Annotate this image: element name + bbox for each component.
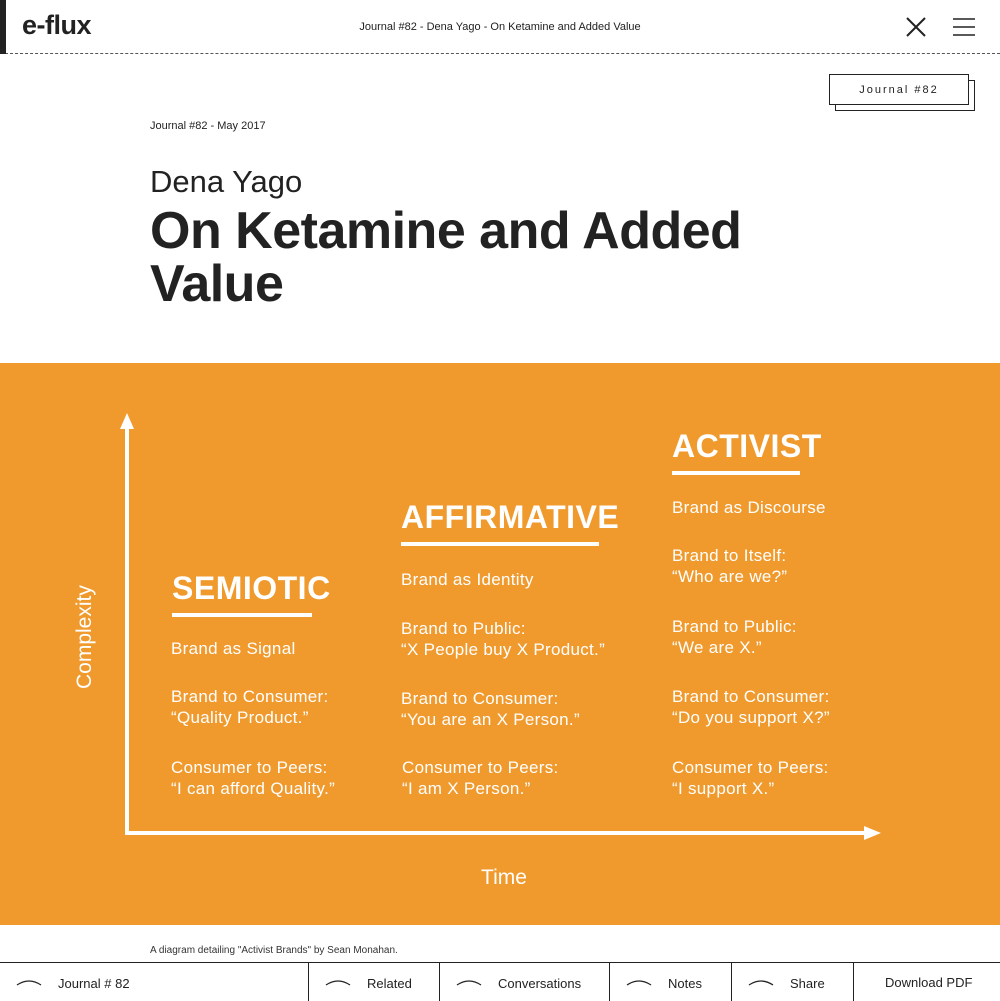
article-kicker: Journal #82 - May 2017: [150, 120, 266, 132]
semiotic-line: “Quality Product.”: [171, 708, 309, 727]
tab-journal-label: Journal # 82: [58, 976, 130, 991]
issue-badge[interactable]: [829, 74, 975, 111]
semiotic-line: “I can afford Quality.”: [171, 779, 336, 798]
eflux-logo[interactable]: e-flux: [22, 10, 92, 40]
chevron-up-icon: [456, 977, 482, 987]
tab-notes[interactable]: [610, 963, 732, 1001]
affirmative-line: Consumer to Peers:: [402, 758, 559, 777]
top-bar: [0, 0, 1000, 54]
semiotic-line: Brand as Signal: [171, 639, 296, 658]
activist-line: Brand to Consumer:: [672, 687, 830, 706]
tab-share[interactable]: [732, 963, 854, 1001]
activist-line: “We are X.”: [672, 638, 762, 657]
chevron-up-icon: [626, 977, 652, 987]
activist-line: Brand as Discourse: [672, 498, 826, 517]
article-author[interactable]: Dena Yago: [150, 164, 303, 199]
semiotic-line: Consumer to Peers:: [171, 758, 328, 777]
tab-journal[interactable]: [0, 963, 309, 1001]
affirmative-line: Brand as Identity: [401, 570, 534, 589]
semiotic-line: Brand to Consumer:: [171, 687, 329, 706]
affirmative-line: Brand to Public:: [401, 619, 526, 638]
x-axis-arrow: [125, 826, 881, 840]
x-axis-label: Time: [481, 866, 527, 889]
tab-conversations-label: Conversations: [498, 976, 582, 991]
tab-notes-label: Notes: [668, 976, 702, 991]
chevron-up-icon: [325, 977, 351, 987]
activist-line: “Do you support X?”: [672, 708, 830, 727]
bottom-nav: [0, 962, 1000, 1000]
chevron-up-icon: [16, 977, 42, 987]
affirmative-line: “I am X Person.”: [402, 779, 531, 798]
activist-heading: ACTIVIST: [672, 428, 800, 475]
close-icon[interactable]: [905, 16, 927, 38]
y-axis-arrow: [120, 413, 134, 833]
hamburger-menu-icon[interactable]: [952, 17, 976, 37]
figure-caption: A diagram detailing "Activist Brands" by Sean Monahan.: [150, 945, 398, 956]
tab-share-label: Share: [790, 976, 825, 991]
affirmative-line: “X People buy X Product.”: [401, 640, 606, 659]
download-pdf-button[interactable]: [854, 963, 1000, 1001]
article-title: On Ketamine and Added Value: [150, 202, 742, 313]
download-pdf-label: Download PDF: [885, 975, 973, 990]
tab-related[interactable]: [309, 963, 440, 1001]
activist-line: “I support X.”: [672, 779, 775, 798]
tab-conversations[interactable]: [440, 963, 610, 1001]
header-title: Journal #82 - Dena Yago - On Ketamine and Added Value: [359, 21, 641, 33]
activist-line: Brand to Itself:: [672, 546, 787, 565]
affirmative-heading: AFFIRMATIVE: [401, 499, 599, 546]
affirmative-line: Brand to Consumer:: [401, 689, 559, 708]
affirmative-line: “You are an X Person.”: [401, 710, 580, 729]
activist-line: Brand to Public:: [672, 617, 797, 636]
y-axis-label: Complexity: [73, 585, 96, 689]
semiotic-heading: SEMIOTIC: [172, 570, 312, 617]
issue-badge-label[interactable]: Journal #82: [829, 74, 969, 105]
tab-related-label: Related: [367, 976, 412, 991]
chevron-up-icon: [748, 977, 774, 987]
activist-line: “Who are we?”: [672, 567, 788, 586]
activist-line: Consumer to Peers:: [672, 758, 829, 777]
